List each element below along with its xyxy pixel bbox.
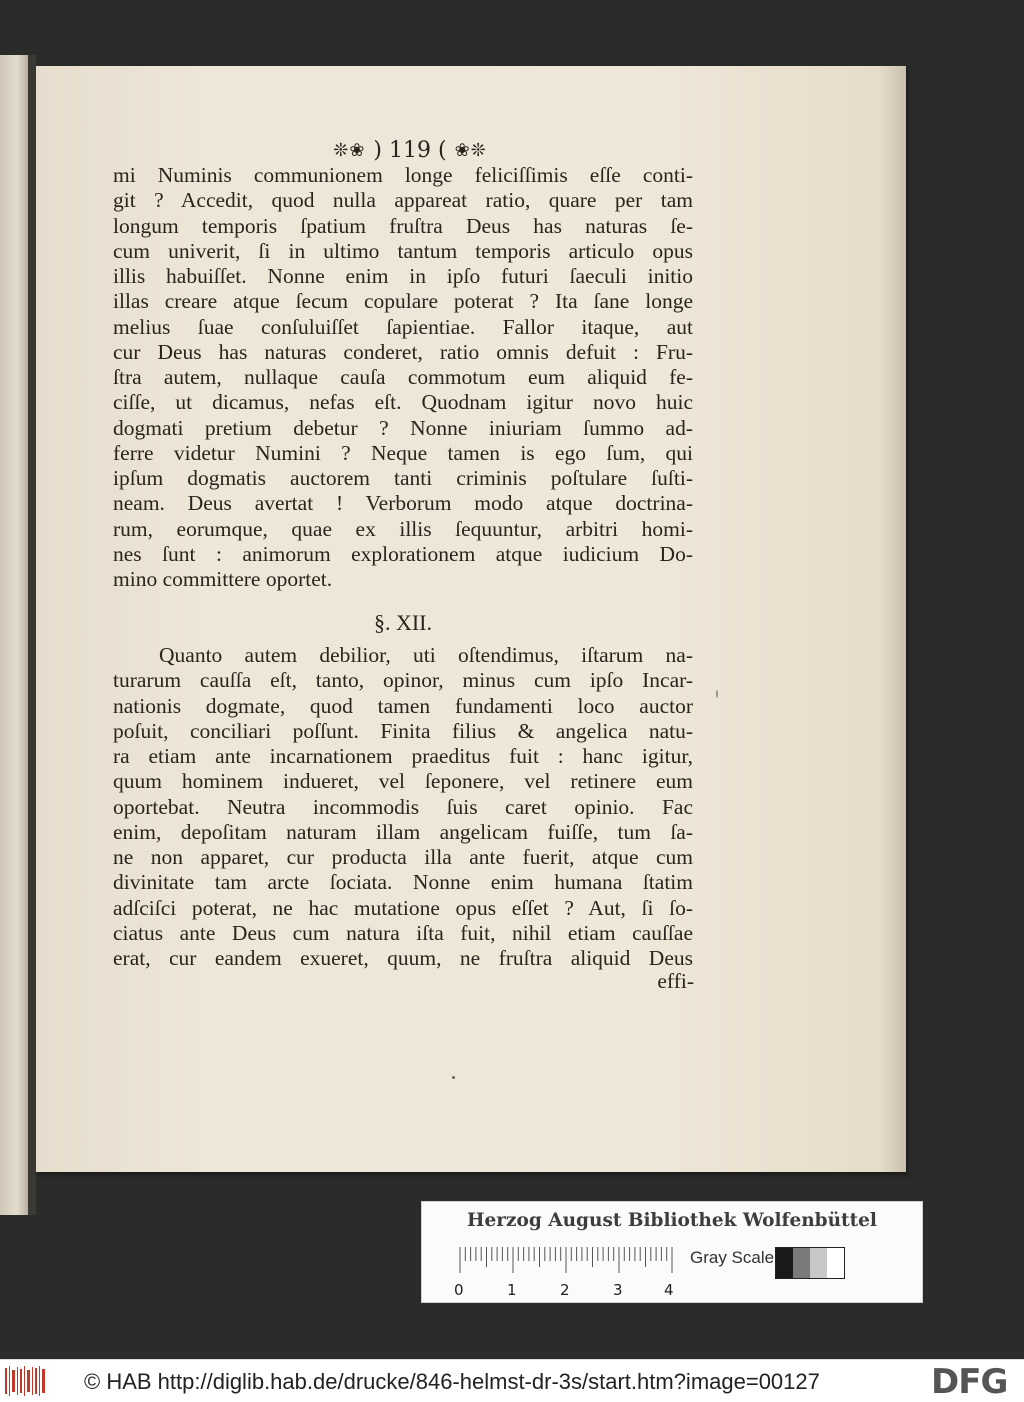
text-line: quum hominem indueret, vel ſeponere, vel retinere eum <box>113 769 693 794</box>
ruler-number: 0 <box>454 1281 464 1299</box>
dfg-logo: DFG <box>931 1362 1008 1402</box>
text-line: ferre videtur Numini ? Neque tamen is ego ſum, qui <box>113 440 693 465</box>
gray-swatch <box>776 1248 793 1278</box>
body-text-top <box>113 163 693 592</box>
binding-strip <box>28 55 36 1215</box>
text-line: turarum cauſſa eſt, tanto, opinor, minus cum ipſo Incar- <box>113 668 693 693</box>
text-line: mi Numinis communionem longe feliciſſimis eſſe conti- <box>113 163 693 187</box>
text-line: rum, eorumque, quae ex illis ſequuntur, arbitri homi- <box>113 516 693 541</box>
color-reference-card <box>421 1201 923 1303</box>
text-line: nes ſunt : animorum explorationem atque iudicium Do- <box>113 541 693 566</box>
text-line: adſciſci poterat, ne hac mutatione opus eſſet ? Aut, ſi ſo- <box>113 895 693 920</box>
paper-speck <box>716 690 718 698</box>
text-line: neam. Deus avertat ! Verborum modo atque doctrina- <box>113 491 693 516</box>
text-line: longum temporis ſpatium fruſtra Deus has naturas ſe- <box>113 213 693 238</box>
ruler-number: 4 <box>664 1281 674 1299</box>
left-page-edge <box>0 55 28 1215</box>
text-line: poſuit, conciliari poſſunt. Finita filius & angelica natu- <box>113 718 693 743</box>
text-line: git ? Accedit, quod nulla appareat ratio, quare per tam <box>113 188 693 213</box>
text-line: divinitate tam arcte ſociata. Nonne enim humana ſtatim <box>113 870 693 895</box>
text-line: ipſum dogmatis auctorem tanti criminis poſtulare ſuſti- <box>113 466 693 490</box>
section-heading: §. XII. <box>373 610 433 635</box>
text-line: Quanto autem debilior, uti oſtendimus, iſtarum na- <box>159 643 693 667</box>
gray-swatch <box>810 1248 827 1278</box>
text-line: melius ſuae conſuluiſſet ſapientiae. Fallor itaque, aut <box>113 314 693 339</box>
ruler-number: 2 <box>560 1281 570 1299</box>
gray-scale-label: Gray Scale <box>690 1248 775 1267</box>
text-line: cum univerit, ſi in ultimo tantum temporis articulo opus <box>113 238 693 263</box>
barcode-icon <box>4 1364 48 1398</box>
ruler-numbers <box>452 1281 682 1301</box>
copyright-link[interactable]: © HAB http://diglib.hab.de/drucke/846-helmst-dr-3s/start.htm?image=00127 <box>84 1369 820 1394</box>
text-line: ſtra autem, nullaque cauſa commotum eum aliquid fe- <box>113 365 693 389</box>
body-text-bottom <box>113 643 693 971</box>
paper-speck <box>452 1076 455 1079</box>
gray-scale-swatches <box>775 1247 845 1279</box>
text-line: ciatus ante Deus cum natura iſta fuit, nihil etiam cauſſae <box>113 920 693 945</box>
text-line: oportebat. Neutra incommodis ſuis caret opinio. Fac <box>113 794 693 819</box>
text-line: dogmati pretium debetur ? Nonne iniuriam ſummo ad- <box>113 415 693 440</box>
text-line: illis habuiſſet. Nonne enim in ipſo futuri ſaeculi initio <box>113 264 693 288</box>
text-line: illas creare atque ſecum copulare poterat ? Ita ſane longe <box>113 289 693 314</box>
text-line: mino committere oportet. <box>113 567 333 591</box>
text-line: enim, depoſitam naturam illam angelicam fuiſſe, tum ſa- <box>113 819 693 844</box>
text-line: cur Deus has naturas conderet, ratio omnis defuit : Fru- <box>113 339 693 364</box>
text-line: ra etiam ante incarnationem praeditus fuit : hanc igitur, <box>113 744 693 768</box>
footer-bar <box>0 1359 1024 1402</box>
library-name: Herzog August Bibliothek Wolfenbüttel <box>467 1210 877 1231</box>
gray-swatch <box>793 1248 810 1278</box>
page-number: ) 119 ( <box>373 137 447 163</box>
text-line: ne non apparet, cur producta illa ante fuerit, atque cum <box>113 845 693 869</box>
header-right-ornament-icon: ❀❊ <box>454 139 487 161</box>
page-header <box>330 135 490 165</box>
header-left-ornament-icon: ❊❀ <box>333 139 366 161</box>
ruler-number: 1 <box>507 1281 517 1299</box>
text-line: erat, cur eandem exueret, quum, ne fruſtra aliquid Deus <box>113 946 693 970</box>
ruler-icon <box>458 1245 678 1275</box>
ruler-number: 3 <box>613 1281 623 1299</box>
text-line: ciſſe, ut dicamus, nefas eſt. Quodnam igitur novo huic <box>113 390 693 415</box>
gray-swatch <box>827 1248 844 1278</box>
catchword: effi- <box>657 969 694 993</box>
text-line: nationis dogmate, quod tamen fundamenti loco auctor <box>113 693 693 718</box>
